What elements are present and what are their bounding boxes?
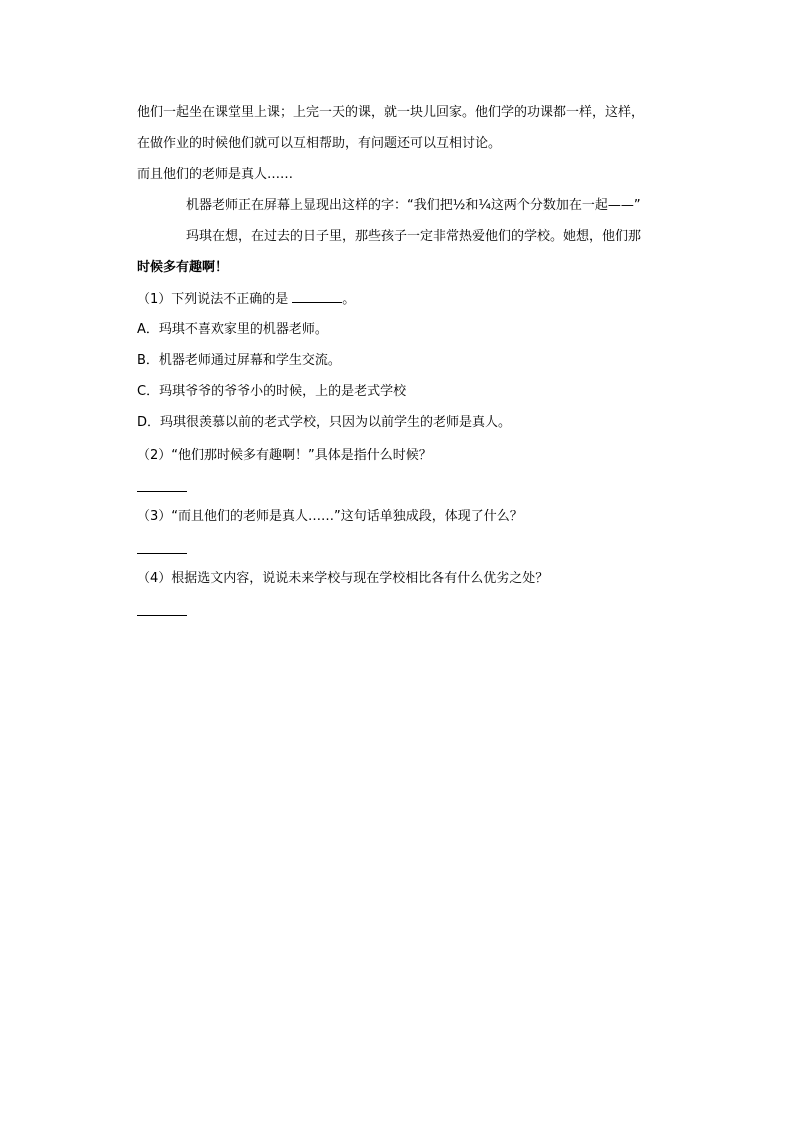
question-1-option-b: B．机器老师通过屏幕和学生交流。 bbox=[137, 353, 341, 368]
question-2-answer-line[interactable] bbox=[137, 491, 187, 492]
passage-line-5: 玛琪在想，在过去的日子里，那些孩子一定非常热爱他们的学校。她想，他们那 bbox=[186, 229, 642, 244]
question-3-answer-line[interactable] bbox=[137, 553, 187, 554]
question-2-stem: （2）“他们那时候多有趣啊！”具体是指什么时候？ bbox=[137, 448, 432, 463]
question-1-stem-row bbox=[137, 290, 355, 309]
passage-line-3: 而且他们的老师是真人…… bbox=[137, 167, 294, 182]
question-3-stem: （3）“而且他们的老师是真人……”这句话单独成段，体现了什么？ bbox=[137, 509, 523, 524]
question-1-option-c: C．玛琪爷爷的爷爷小的时候，上的是老式学校 bbox=[137, 384, 407, 399]
passage-line-6: 时候多有趣啊！ bbox=[137, 260, 229, 275]
question-1-option-a: A．玛琪不喜欢家里的机器老师。 bbox=[137, 322, 328, 337]
passage-line-4: 机器老师正在屏幕上显现出这样的字：“我们把½和¼这两个分数加在一起——” bbox=[186, 198, 641, 213]
question-1-stem: （1）下列说法不正确的是 bbox=[137, 292, 289, 307]
question-1-answer-blank[interactable] bbox=[292, 290, 342, 303]
question-4-stem: （4）根据选文内容，说说未来学校与现在学校相比各有什么优劣之处？ bbox=[137, 571, 549, 586]
passage-line-1: 他们一起坐在课堂里上课；上完一天的课，就一块儿回家。他们学的功课都一样，这样， bbox=[137, 105, 645, 120]
question-4-answer-line[interactable] bbox=[137, 615, 187, 616]
passage-line-2: 在做作业的时候他们就可以互相帮助，有问题还可以互相讨论。 bbox=[137, 136, 502, 151]
question-1-stem-end: 。 bbox=[342, 292, 356, 307]
question-1-option-d: D．玛琪很羡慕以前的老式学校，只因为以前学生的老师是真人。 bbox=[137, 415, 512, 430]
